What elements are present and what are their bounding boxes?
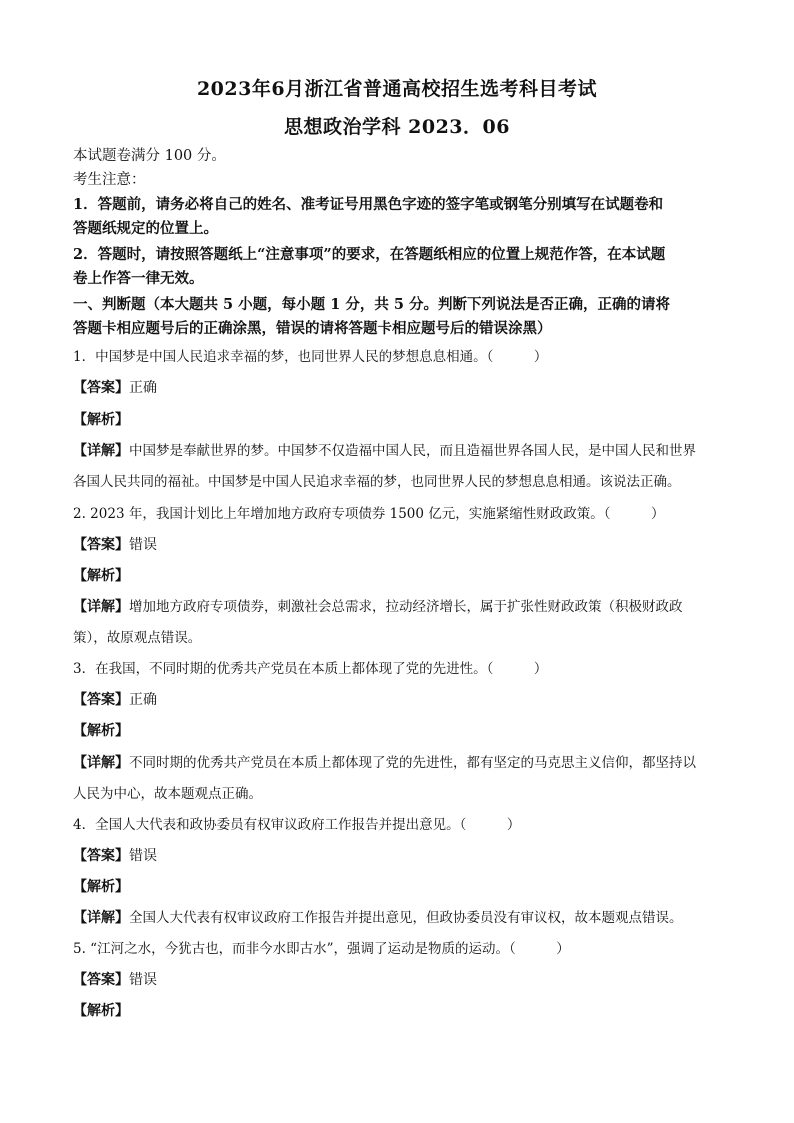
detail-tag: 【详解】: [73, 755, 129, 771]
answer-tag: 【答案】: [73, 380, 129, 396]
question-1-stem: 1．中国梦是中国人民追求幸福的梦，也同世界人民的梦想息息相通。（ ）: [73, 349, 548, 365]
question-1-detail-line2: 各国人民共同的福祉。中国梦是中国人民追求幸福的梦，也同世界人民的梦想息息相通。该说法正确。: [73, 474, 681, 490]
question-3-detail-line2: 人民为中心，故本题观点正确。: [73, 786, 262, 802]
full-score-note: 本试题卷满分 100 分。: [73, 148, 226, 164]
answer-tag: 【答案】: [73, 537, 129, 553]
answer-tag: 【答案】: [73, 848, 129, 864]
question-5-analysis-tag: 【解析】: [73, 1003, 129, 1019]
question-3-stem: 3．在我国，不同时期的优秀共产党员在本质上都体现了党的先进性。（ ）: [73, 661, 548, 677]
exam-title: 2023年6月浙江省普通高校招生选考科目考试: [196, 78, 598, 100]
answer-value: 正确: [129, 380, 157, 396]
question-4-answer: [73, 846, 733, 866]
question-5-answer: [73, 970, 733, 990]
question-2-detail-line2: 策），故原观点错误。: [73, 630, 202, 646]
exam-subtitle: 思想政治学科 2023．06: [284, 116, 510, 138]
notice-heading: 考生注意：: [73, 172, 146, 188]
answer-value: 错误: [129, 537, 157, 553]
question-3-analysis-tag: 【解析】: [73, 723, 129, 739]
detail-text: 不同时期的优秀共产党员在本质上都体现了党的先进性，都有坚定的马克思主义信仰，都坚持以: [129, 755, 696, 771]
question-4-stem: 4．全国人大代表和政协委员有权审议政府工作报告并提出意见。（ ）: [73, 817, 521, 833]
section-heading-line2: 答题卡相应题号后的正确涂黑，错误的请将答题卡相应题号后的错误涂黑）: [73, 320, 552, 337]
detail-text: 全国人大代表有权审议政府工作报告并提出意见，但政协委员没有审议权，故本题观点错误。: [129, 910, 683, 926]
notice-2-line2: 卷上作答一律无效。: [73, 270, 204, 287]
answer-value: 错误: [129, 848, 157, 864]
detail-text: 增加地方政府专项债券，刺激社会总需求，拉动经济增长，属于扩张性财政政策（积极财政政: [129, 599, 683, 615]
detail-tag: 【详解】: [73, 443, 129, 459]
detail-tag: 【详解】: [73, 599, 129, 615]
question-2-answer: [73, 535, 733, 555]
answer-tag: 【答案】: [73, 692, 129, 708]
question-4-detail-line1: [73, 908, 733, 928]
detail-tag: 【详解】: [73, 910, 129, 926]
question-3-answer: [73, 690, 733, 710]
answer-value: 正确: [129, 692, 157, 708]
question-1-detail-line1: [73, 441, 733, 461]
notice-1-line2: 答题纸规定的位置上。: [73, 220, 218, 237]
question-1-analysis-tag: 【解析】: [73, 412, 129, 428]
question-4-analysis-tag: 【解析】: [73, 879, 129, 895]
question-2-detail-line1: [73, 597, 733, 617]
section-heading-line1: 一、判断题（本大题共 5 小题，每小题 1 分，共 5 分。判断下列说法是否正确，正确的请将: [73, 296, 671, 313]
question-3-detail-line1: [73, 753, 733, 773]
notice-1-line1: 1．答题前，请务必将自己的姓名、准考证号用黑色字迹的签字笔或钢笔分别填写在试题卷和: [73, 196, 664, 213]
question-2-stem: 2. 2023 年，我国计划比上年增加地方政府专项债券 1500 亿元，实施紧缩性财政政策。（ ）: [73, 506, 665, 522]
answer-tag: 【答案】: [73, 972, 129, 988]
answer-value: 错误: [129, 972, 157, 988]
question-5-stem: 5. “江河之水，今犹古也，而非今水即古水”，强调了运动是物质的运动。（ ）: [73, 941, 570, 957]
question-1-answer: [73, 378, 733, 398]
question-2-analysis-tag: 【解析】: [73, 568, 129, 584]
notice-2-line1: 2．答题时，请按照答题纸上“注意事项”的要求，在答题纸相应的位置上规范作答，在本试题: [73, 246, 666, 263]
detail-text: 中国梦是奉献世界的梦。中国梦不仅造福中国人民，而且造福世界各国人民，是中国人民和世界: [129, 443, 696, 459]
